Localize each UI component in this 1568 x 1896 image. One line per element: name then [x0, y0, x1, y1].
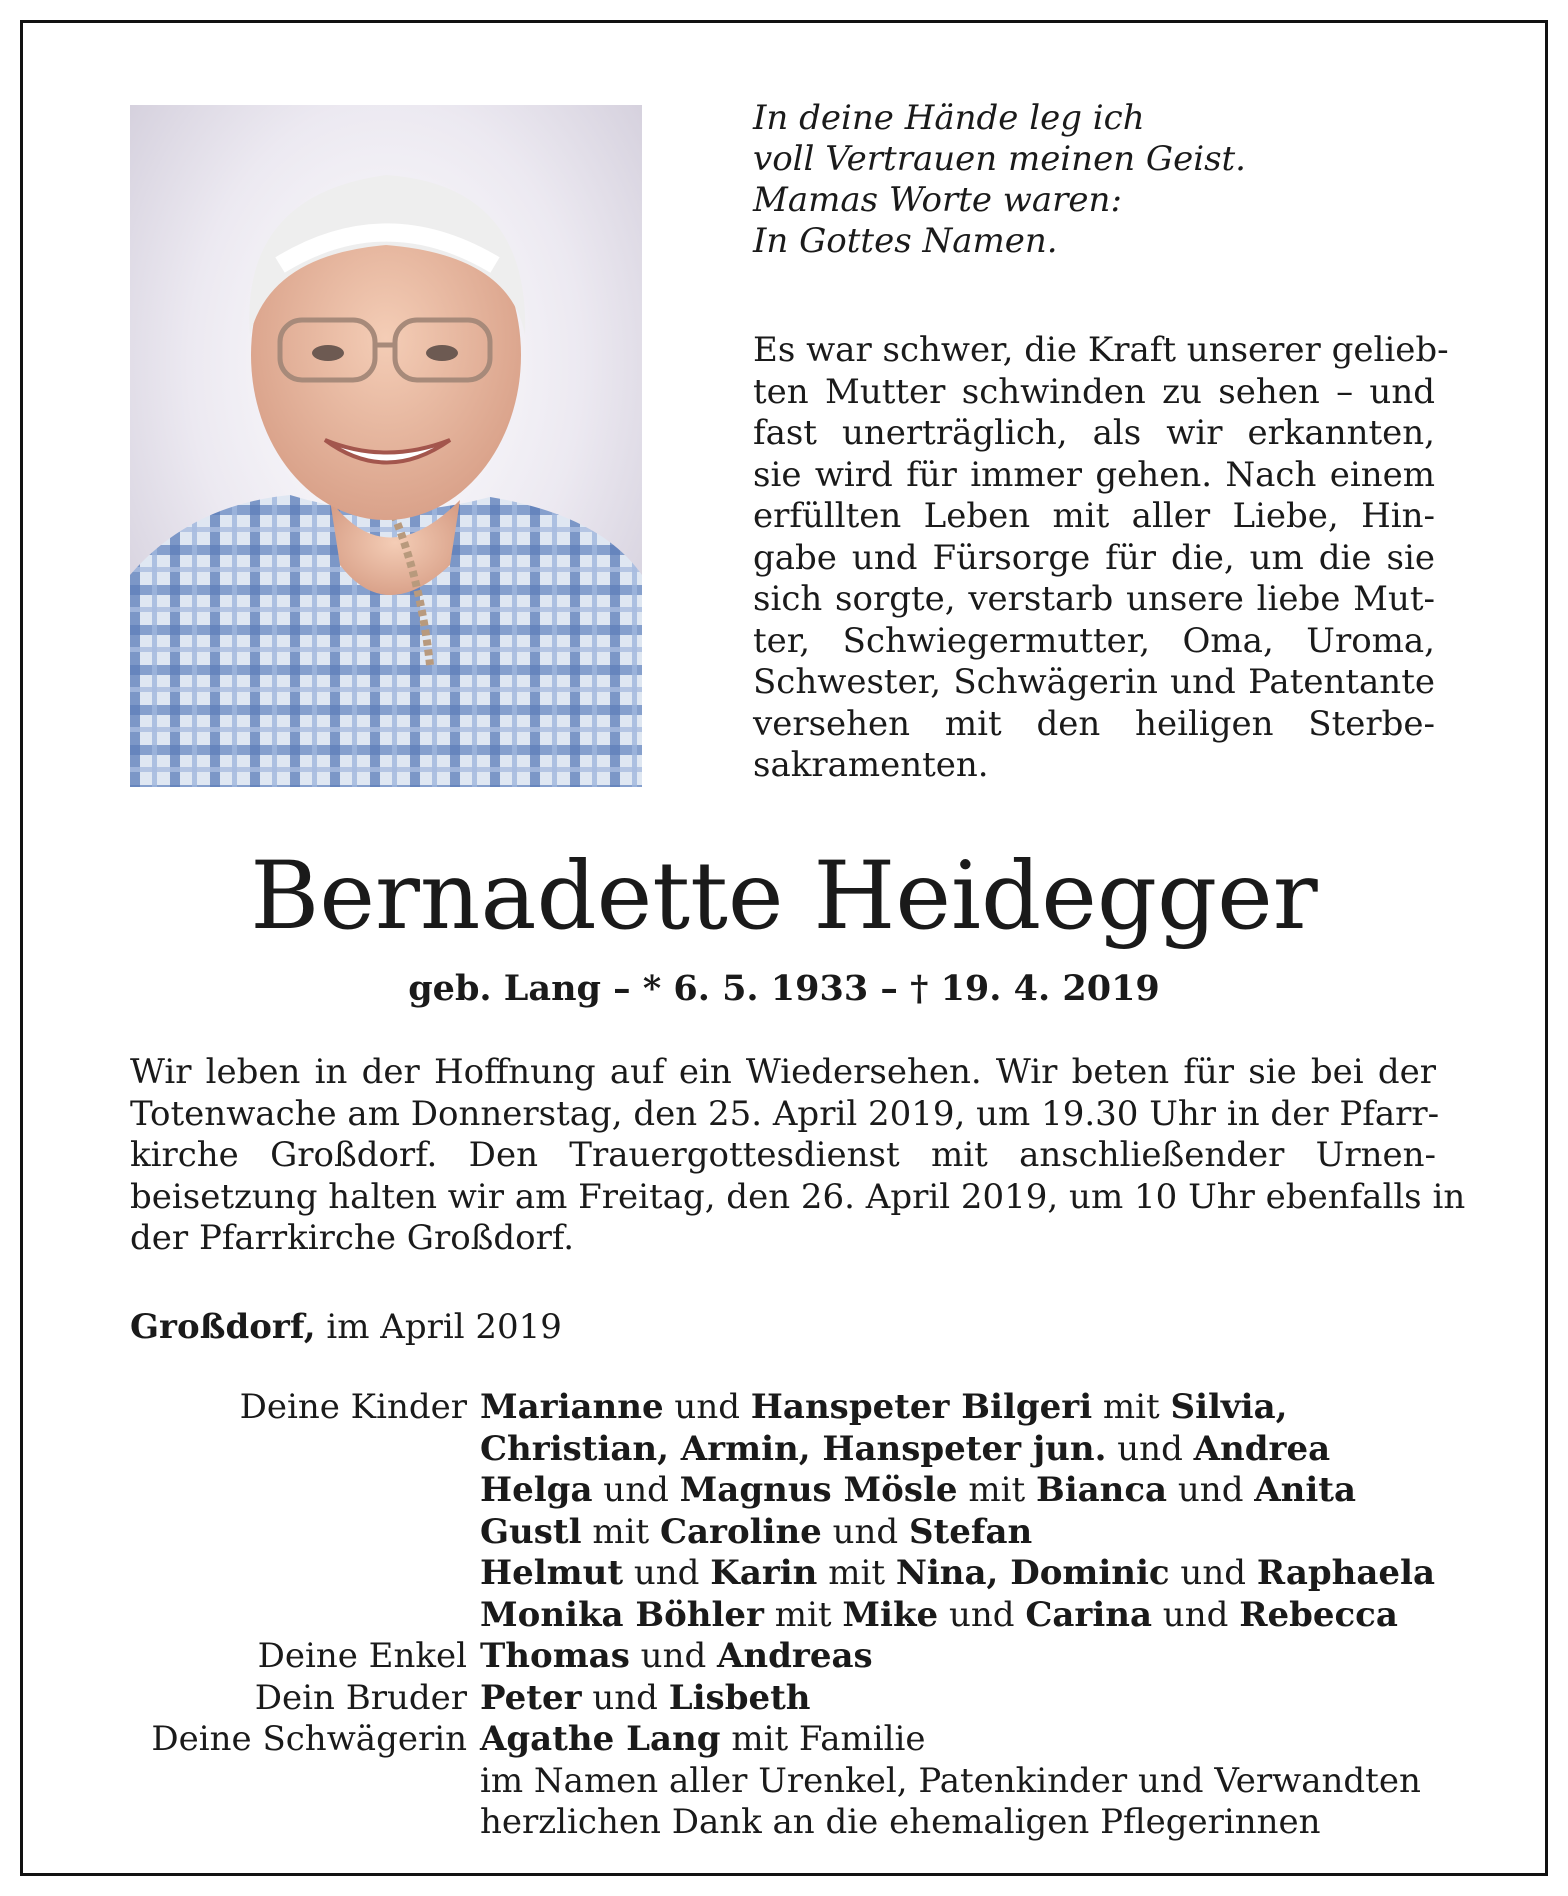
mourner-row [130, 1387, 1470, 1429]
quote-line: In Gottes Namen. [753, 221, 1058, 261]
mourner-name: Silvia, [1170, 1387, 1288, 1427]
mourner-names [480, 1429, 1330, 1471]
connector-text: mit [957, 1470, 1036, 1510]
mourner-names [480, 1761, 1421, 1803]
place-date [130, 1307, 562, 1348]
mourner-row [130, 1802, 1470, 1844]
connector-text: mit [817, 1553, 896, 1593]
mourner-name: Andreas [717, 1636, 873, 1676]
mourner-name: Caroline [659, 1511, 822, 1552]
intro-line: gabe und Fürsorge für die, um die sie [753, 537, 1435, 578]
life-dates: geb. Lang – * 6. 5. 1933 – † 19. 4. 2019 [408, 968, 1160, 1009]
connector-text: und [629, 1636, 718, 1676]
mourner-name: Carina [1025, 1594, 1152, 1635]
connector-text: im Namen aller Urenkel, Patenkinder und Verwandten [480, 1760, 1421, 1801]
mourner-row [130, 1553, 1470, 1595]
intro-paragraph [753, 330, 1449, 787]
relation-label [130, 1595, 480, 1637]
place-date-text: im April 2019 [315, 1307, 562, 1347]
intro-line: erfüllten Leben mit aller Liebe, Hin- [753, 496, 1435, 536]
mourner-name: Gustl [480, 1511, 582, 1552]
relation-label [130, 1802, 480, 1844]
service-line: kirche Großdorf. Den Trauergottesdienst mit anschließender Urnen- [130, 1135, 1436, 1175]
mourner-name: Bianca [1035, 1470, 1168, 1510]
connector-text: herzlichen Dank an die ehemaligen Pflegerinnen [480, 1802, 1321, 1842]
connector-text: und [592, 1470, 680, 1510]
connector-text: und [1152, 1594, 1240, 1635]
mourner-names [480, 1636, 873, 1678]
relation-label [130, 1470, 480, 1512]
relation-label: Deine Schwägerin [151, 1719, 467, 1759]
mourner-name: Agathe Lang [480, 1719, 721, 1759]
connector-text: und [938, 1594, 1026, 1635]
mourner-row [130, 1719, 1470, 1761]
mourner-name: Mike [842, 1594, 939, 1635]
mourner-name: Peter [480, 1677, 582, 1718]
mourner-names [480, 1802, 1321, 1844]
quote-line: voll Vertrauen meinen Geist. [753, 139, 1246, 179]
mourner-names [480, 1387, 1287, 1429]
mourner-row [130, 1429, 1470, 1471]
mourners-list [130, 1387, 1470, 1844]
mourner-row [130, 1678, 1470, 1720]
relation-label: Dein Bruder [254, 1677, 467, 1718]
mourner-names [480, 1719, 925, 1761]
mourner-name: Karin [710, 1553, 818, 1593]
connector-text: und [1167, 1470, 1255, 1510]
mourner-name: Helga [480, 1470, 593, 1510]
connector-text: und [1169, 1553, 1257, 1593]
mourner-name: Marianne [480, 1387, 664, 1427]
service-line: Totenwache am Donnerstag, den 25. April 2019, um 19.30 Uhr in der Pfarr- [130, 1093, 1440, 1134]
place-town: Großdorf, [130, 1307, 316, 1347]
intro-line: sich sorgte, verstarb unsere liebe Mut- [753, 579, 1435, 619]
connector-text: und [1106, 1428, 1194, 1469]
quote-line: Mamas Worte waren: [753, 180, 1122, 220]
mourner-name: Helmut [480, 1553, 624, 1593]
relation-label: Deine Enkel [257, 1636, 467, 1676]
relation-label [130, 1429, 480, 1471]
connector-text: und [821, 1511, 909, 1552]
deceased-name: Bernadette Heidegger [250, 842, 1318, 951]
mourner-row [130, 1470, 1470, 1512]
relation-label [130, 1553, 480, 1595]
intro-line: ten Mutter schwinden zu sehen – und [753, 371, 1435, 412]
mourner-name: Lisbeth [668, 1677, 811, 1718]
quote-verse [753, 98, 1453, 262]
mourner-name: Magnus Mösle [679, 1470, 958, 1510]
mourner-name: Hanspeter Bilgeri [750, 1387, 1093, 1427]
connector-text: und [581, 1677, 669, 1718]
mourner-name: Raphaela [1256, 1553, 1435, 1593]
mourner-names [480, 1470, 1356, 1512]
mourner-names [480, 1595, 1398, 1637]
mourner-names [480, 1553, 1435, 1595]
quote-line: In deine Hände leg ich [753, 98, 1145, 138]
relation-label: Deine Kinder [239, 1387, 467, 1427]
mourner-names [480, 1678, 811, 1720]
connector-text: mit Familie [720, 1719, 926, 1759]
connector-text: mit [763, 1594, 843, 1635]
mourner-name: Nina, Dominic [895, 1553, 1170, 1593]
service-line: beisetzung halten wir am Freitag, den 26. April 2019, um 10 Uhr ebenfalls in [130, 1176, 1466, 1217]
intro-line: Schwester, Schwägerin und Patentante [753, 662, 1435, 702]
mourner-name: Anita [1254, 1470, 1357, 1510]
connector-text: mit [581, 1511, 660, 1552]
mourner-names [480, 1512, 1032, 1554]
service-line: der Pfarrkirche Großdorf. [130, 1218, 575, 1258]
connector-text: und [663, 1387, 751, 1427]
intro-line: fast unerträglich, als wir erkannten, [753, 413, 1435, 453]
mourner-name: Andrea [1193, 1428, 1331, 1469]
mourner-name: Monika Böhler [480, 1594, 764, 1635]
mourner-name: Stefan [909, 1511, 1033, 1552]
connector-text: und [623, 1553, 711, 1593]
intro-line: sie wird für immer gehen. Nach einem [753, 454, 1435, 495]
mourner-row [130, 1512, 1470, 1554]
mourner-name: Christian, Armin, Hanspeter jun. [480, 1428, 1107, 1469]
relation-label [130, 1512, 480, 1554]
intro-line: ter, Schwiegermutter, Oma, Uroma, [753, 620, 1435, 661]
intro-line: versehen mit den heiligen Sterbe- [753, 703, 1435, 744]
intro-line: Es war schwer, die Kraft unserer gelieb- [753, 330, 1449, 370]
mourner-name: Thomas [480, 1636, 630, 1676]
mourner-row [130, 1636, 1470, 1678]
portrait-photo [130, 105, 642, 787]
relation-label [130, 1761, 480, 1803]
mourner-name: Rebecca [1239, 1594, 1398, 1635]
intro-line: sakramenten. [753, 745, 989, 785]
connector-text: mit [1092, 1387, 1171, 1427]
portrait-illustration [130, 105, 642, 787]
service-paragraph [130, 1052, 1466, 1260]
service-line: Wir leben in der Hoffnung auf ein Wiedersehen. Wir beten für sie bei der [130, 1052, 1436, 1092]
mourner-row [130, 1595, 1470, 1637]
mourner-row [130, 1761, 1470, 1803]
